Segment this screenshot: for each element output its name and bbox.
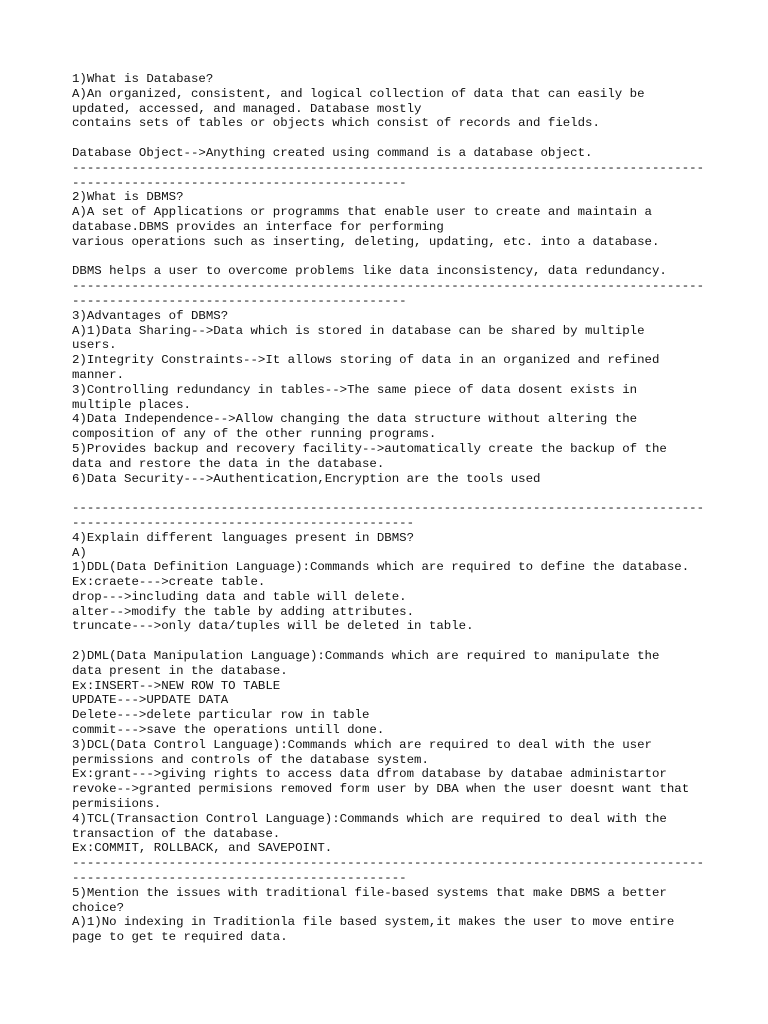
text-line: data present in the database.	[72, 663, 288, 678]
text-line: updated, accessed, and managed. Database mostly	[72, 101, 422, 116]
text-line: Delete--->delete particular row in table	[72, 708, 370, 723]
text-line: page to get te required data.	[72, 930, 288, 945]
text-line: A)1)No indexing in Traditionla file based system,it makes the user to move entire	[72, 915, 675, 930]
text-line: choice?	[72, 900, 125, 915]
text-line: drop--->including data and table will delete.	[72, 589, 407, 604]
text-line: Ex:INSERT-->NEW ROW TO TABLE	[72, 678, 281, 693]
text-line: 4)Data Independence-->Allow changing the data structure without altering the	[72, 412, 638, 427]
separator-line: ---------------------------------------------	[72, 293, 407, 308]
question-heading: 2)What is DBMS?	[72, 190, 184, 205]
text-line: Ex:craete--->create table.	[72, 575, 266, 590]
text-line: 5)Provides backup and recovery facility-->automatically create the backup of the	[72, 441, 667, 456]
text-line: data and restore the data in the database.	[72, 456, 385, 471]
document-page	[72, 72, 732, 945]
text-line: 4)TCL(Transaction Control Language):Commands which are required to deal with the	[72, 811, 667, 826]
text-line: composition of any of the other running programs.	[72, 427, 437, 442]
text-line: permissions and controls of the database system.	[72, 752, 429, 767]
text-line: 3)DCL(Data Control Language):Commands which are required to deal with the user	[72, 737, 652, 752]
text-line: A)	[72, 545, 87, 560]
text-line: 1)What is Database?	[72, 72, 214, 86]
text-line: 2)DML(Data Manipulation Language):Commands which are required to manipulate the	[72, 649, 660, 664]
question-heading: 4)Explain different languages present in DBMS?	[72, 530, 415, 545]
text-line: A)A set of Applications or programms that enable user to create and maintain a	[72, 205, 652, 220]
blank-line	[72, 634, 732, 649]
text-line: alter-->modify the table by adding attributes.	[72, 604, 415, 619]
text-line: manner.	[72, 367, 125, 382]
text-line: permisiions.	[72, 797, 162, 812]
text-line: 6)Data Security--->Authentication,Encryption are the tools used	[72, 471, 541, 486]
text-line: 1)DDL(Data Definition Language):Commands which are required to define the database.	[72, 560, 690, 575]
text-line: A)1)Data Sharing-->Data which is stored in database can be shared by multiple	[72, 323, 645, 338]
text-line: DBMS helps a user to overcome problems like data inconsistency, data redundancy.	[72, 264, 667, 279]
text-line: contains sets of tables or objects which consist of records and fields.	[72, 116, 600, 131]
text-line: Ex:COMMIT, ROLLBACK, and SAVEPOINT.	[72, 841, 333, 856]
text-line: Database Object-->Anything created using command is a database object.	[72, 145, 593, 160]
text-line: revoke-->granted permisions removed form user by DBA when the user doesnt want that	[72, 782, 690, 797]
text-line: database.DBMS provides an interface for performing	[72, 219, 444, 234]
question-heading: 5)Mention the issues with traditional file-based systems that make DBMS a better	[72, 885, 667, 900]
text-line: 2)Integrity Constraints-->It allows storing of data in an organized and refined	[72, 353, 660, 368]
text-line: UPDATE--->UPDATE DATA	[72, 693, 229, 708]
text-line: various operations such as inserting, deleting, updating, etc. into a database.	[72, 234, 660, 249]
separator-line: -------------------------------------------------------------------------------------	[72, 279, 705, 294]
separator-line: -------------------------------------------------------------------------------------	[72, 501, 705, 516]
text-line: Ex:grant--->giving rights to access data dfrom database by databae administartor	[72, 767, 667, 782]
separator-line: ---------------------------------------------	[72, 871, 407, 886]
separator-line: ----------------------------------------------	[72, 515, 415, 530]
text-line: A)An organized, consistent, and logical collection of data that can easily be	[72, 86, 645, 101]
blank-line	[72, 486, 732, 501]
text-line: transaction of the database.	[72, 826, 281, 841]
text-line: commit--->save the operations untill done.	[72, 723, 385, 738]
blank-line	[72, 131, 732, 146]
separator-line: ---------------------------------------------	[72, 175, 407, 190]
text-line: multiple places.	[72, 397, 191, 412]
text-line: users.	[72, 338, 117, 353]
question-heading: 3)Advantages of DBMS?	[72, 308, 229, 323]
blank-line	[72, 250, 732, 265]
text-line: truncate--->only data/tuples will be deleted in table.	[72, 619, 474, 634]
separator-line: -------------------------------------------------------------------------------------	[72, 856, 705, 871]
text-line: 3)Controlling redundancy in tables-->The same piece of data dosent exists in	[72, 382, 638, 397]
separator-line: -------------------------------------------------------------------------------------	[72, 160, 705, 175]
